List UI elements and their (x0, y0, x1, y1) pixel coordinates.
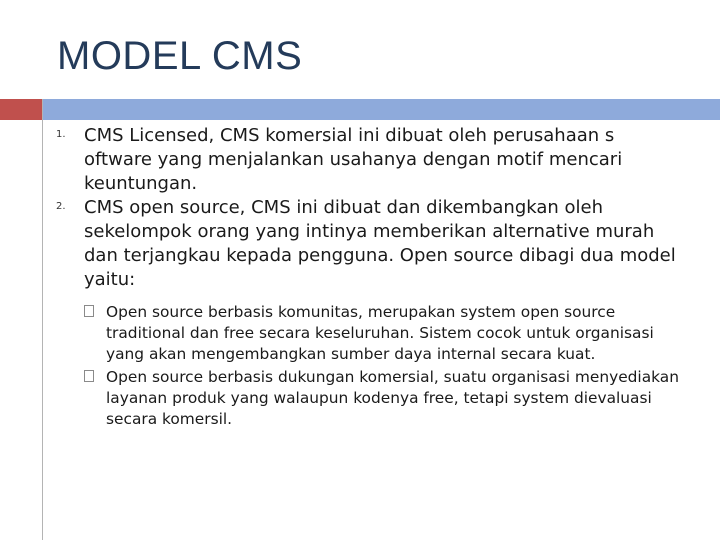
list-number: 2. (56, 201, 66, 212)
list-item-2 (56, 196, 686, 430)
sub-list-item-1 (84, 302, 686, 365)
square-bullet-icon (84, 370, 94, 382)
accent-bar-blue (42, 99, 720, 120)
slide-title: MODEL CMS (57, 34, 303, 78)
list-number: 1. (56, 129, 66, 140)
sub-list-item-text: Open source berbasis dukungan komersial, suatu organisasi menyediakan layanan produk yang walaupun kodenya free, tetapi system dievaluasi secara komersil. (106, 368, 679, 428)
list-item-1 (56, 124, 686, 196)
slide-content (56, 124, 686, 432)
list-item-text: CMS open source, CMS ini dibuat dan dikembangkan oleh sekelompok orang yang intinya memberikan alternative murah dan terjangkau kepada pengguna. Open source dibagi dua model yaitu: (84, 197, 676, 290)
sub-list-item-text: Open source berbasis komunitas, merupakan system open source traditional dan free secara keseluruhan. Sistem cocok untuk organisasi yang akan mengembangkan sumber daya internal secara kuat. (106, 303, 654, 363)
accent-bar-red (0, 99, 42, 120)
vertical-divider (42, 99, 43, 540)
list-item-text: CMS Licensed, CMS komersial ini dibuat oleh perusahaan s oftware yang menjalankan usahanya dengan motif mencari keuntungan. (84, 125, 623, 194)
numbered-list (56, 124, 686, 430)
sub-list (84, 302, 686, 430)
square-bullet-icon (84, 305, 94, 317)
sub-list-item-2 (84, 367, 686, 430)
